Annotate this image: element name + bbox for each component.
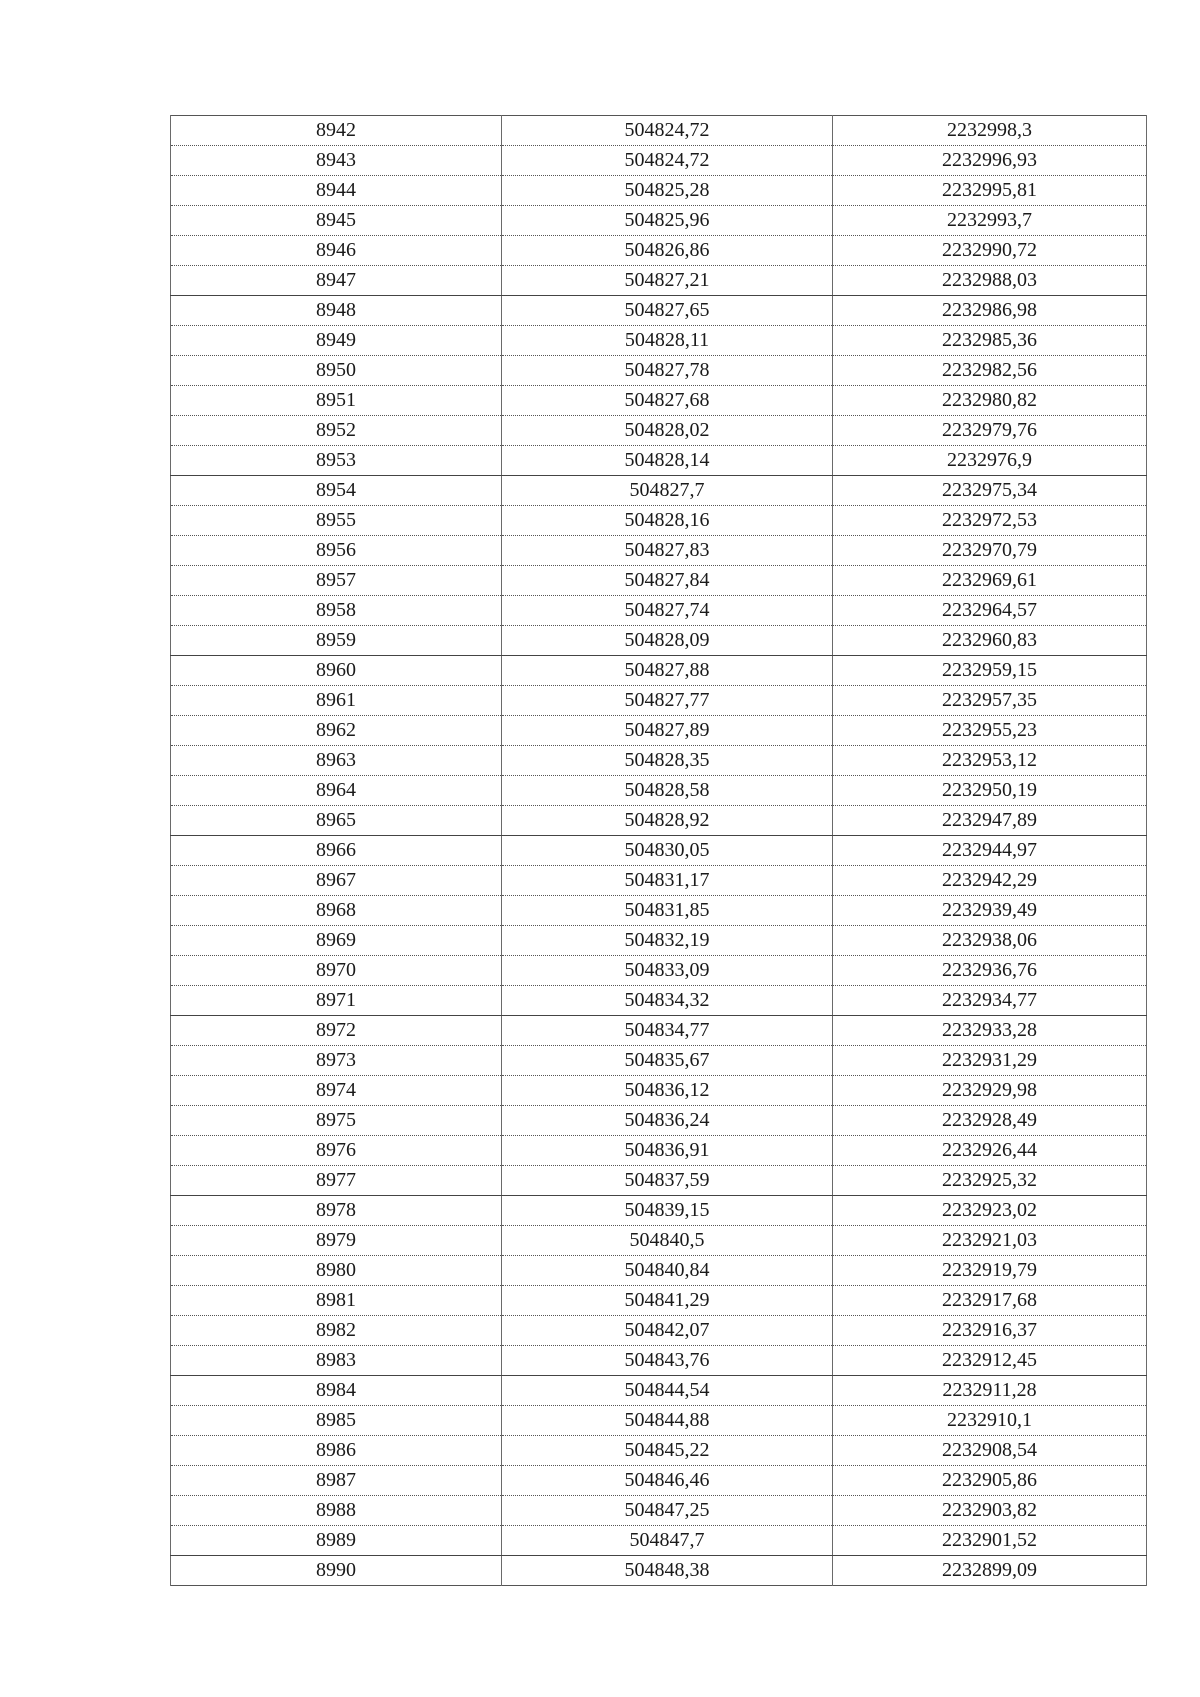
y-coordinate-cell: 2232938,06 [833,926,1147,956]
point-number-cell: 8972 [171,1016,502,1046]
table-row [171,596,1147,626]
coordinates-table-body [171,116,1147,1586]
y-coordinate-cell: 2232990,72 [833,236,1147,266]
point-number-cell: 8986 [171,1436,502,1466]
table-row [171,1526,1147,1556]
x-coordinate-cell: 504846,46 [502,1466,833,1496]
x-coordinate-cell: 504827,65 [502,296,833,326]
x-coordinate-cell: 504845,22 [502,1436,833,1466]
y-coordinate-cell: 2232905,86 [833,1466,1147,1496]
table-row [171,416,1147,446]
x-coordinate-cell: 504828,92 [502,806,833,836]
table-row [171,836,1147,866]
table-row [171,446,1147,476]
point-number-cell: 8962 [171,716,502,746]
table-row [171,776,1147,806]
x-coordinate-cell: 504828,58 [502,776,833,806]
x-coordinate-cell: 504836,24 [502,1106,833,1136]
table-row [171,206,1147,236]
x-coordinate-cell: 504848,38 [502,1556,833,1586]
table-row [171,146,1147,176]
y-coordinate-cell: 2232976,9 [833,446,1147,476]
table-row [171,746,1147,776]
point-number-cell: 8964 [171,776,502,806]
y-coordinate-cell: 2232980,82 [833,386,1147,416]
table-row [171,1466,1147,1496]
y-coordinate-cell: 2232936,76 [833,956,1147,986]
y-coordinate-cell: 2232931,29 [833,1046,1147,1076]
point-number-cell: 8968 [171,896,502,926]
y-coordinate-cell: 2232947,89 [833,806,1147,836]
point-number-cell: 8981 [171,1286,502,1316]
point-number-cell: 8969 [171,926,502,956]
y-coordinate-cell: 2232944,97 [833,836,1147,866]
y-coordinate-cell: 2232955,23 [833,716,1147,746]
x-coordinate-cell: 504827,21 [502,266,833,296]
table-row [171,116,1147,146]
x-coordinate-cell: 504828,14 [502,446,833,476]
y-coordinate-cell: 2232975,34 [833,476,1147,506]
point-number-cell: 8943 [171,146,502,176]
x-coordinate-cell: 504847,25 [502,1496,833,1526]
y-coordinate-cell: 2232959,15 [833,656,1147,686]
y-coordinate-cell: 2232910,1 [833,1406,1147,1436]
table-row [171,506,1147,536]
point-number-cell: 8950 [171,356,502,386]
y-coordinate-cell: 2232953,12 [833,746,1147,776]
y-coordinate-cell: 2232929,98 [833,1076,1147,1106]
point-number-cell: 8958 [171,596,502,626]
table-row [171,1136,1147,1166]
x-coordinate-cell: 504833,09 [502,956,833,986]
x-coordinate-cell: 504828,16 [502,506,833,536]
table-row [171,1256,1147,1286]
point-number-cell: 8948 [171,296,502,326]
y-coordinate-cell: 2232912,45 [833,1346,1147,1376]
x-coordinate-cell: 504834,77 [502,1016,833,1046]
point-number-cell: 8946 [171,236,502,266]
table-row [171,1016,1147,1046]
table-row [171,1406,1147,1436]
x-coordinate-cell: 504836,12 [502,1076,833,1106]
x-coordinate-cell: 504827,89 [502,716,833,746]
point-number-cell: 8980 [171,1256,502,1286]
point-number-cell: 8973 [171,1046,502,1076]
x-coordinate-cell: 504837,59 [502,1166,833,1196]
x-coordinate-cell: 504834,32 [502,986,833,1016]
coordinates-table [170,115,1147,1586]
point-number-cell: 8987 [171,1466,502,1496]
y-coordinate-cell: 2232901,52 [833,1526,1147,1556]
y-coordinate-cell: 2232964,57 [833,596,1147,626]
point-number-cell: 8983 [171,1346,502,1376]
x-coordinate-cell: 504832,19 [502,926,833,956]
point-number-cell: 8978 [171,1196,502,1226]
table-row [171,956,1147,986]
point-number-cell: 8988 [171,1496,502,1526]
point-number-cell: 8967 [171,866,502,896]
x-coordinate-cell: 504828,09 [502,626,833,656]
point-number-cell: 8990 [171,1556,502,1586]
table-row [171,1286,1147,1316]
point-number-cell: 8953 [171,446,502,476]
x-coordinate-cell: 504836,91 [502,1136,833,1166]
table-row [171,986,1147,1016]
x-coordinate-cell: 504827,68 [502,386,833,416]
x-coordinate-cell: 504842,07 [502,1316,833,1346]
x-coordinate-cell: 504831,85 [502,896,833,926]
y-coordinate-cell: 2232988,03 [833,266,1147,296]
x-coordinate-cell: 504825,96 [502,206,833,236]
table-row [171,1436,1147,1466]
y-coordinate-cell: 2232979,76 [833,416,1147,446]
y-coordinate-cell: 2232928,49 [833,1106,1147,1136]
y-coordinate-cell: 2232923,02 [833,1196,1147,1226]
point-number-cell: 8966 [171,836,502,866]
y-coordinate-cell: 2232908,54 [833,1436,1147,1466]
y-coordinate-cell: 2232919,79 [833,1256,1147,1286]
x-coordinate-cell: 504828,11 [502,326,833,356]
point-number-cell: 8975 [171,1106,502,1136]
table-row [171,1556,1147,1586]
y-coordinate-cell: 2232985,36 [833,326,1147,356]
table-row [171,1076,1147,1106]
point-number-cell: 8954 [171,476,502,506]
table-row [171,716,1147,746]
table-row [171,326,1147,356]
point-number-cell: 8976 [171,1136,502,1166]
point-number-cell: 8977 [171,1166,502,1196]
point-number-cell: 8952 [171,416,502,446]
table-row [171,656,1147,686]
x-coordinate-cell: 504835,67 [502,1046,833,1076]
point-number-cell: 8971 [171,986,502,1016]
point-number-cell: 8955 [171,506,502,536]
x-coordinate-cell: 504827,88 [502,656,833,686]
y-coordinate-cell: 2232925,32 [833,1166,1147,1196]
table-row [171,1046,1147,1076]
table-row [171,566,1147,596]
y-coordinate-cell: 2232911,28 [833,1376,1147,1406]
table-row [171,1106,1147,1136]
y-coordinate-cell: 2232995,81 [833,176,1147,206]
point-number-cell: 8984 [171,1376,502,1406]
x-coordinate-cell: 504840,5 [502,1226,833,1256]
x-coordinate-cell: 504827,74 [502,596,833,626]
y-coordinate-cell: 2232917,68 [833,1286,1147,1316]
x-coordinate-cell: 504827,77 [502,686,833,716]
point-number-cell: 8947 [171,266,502,296]
x-coordinate-cell: 504847,7 [502,1526,833,1556]
point-number-cell: 8985 [171,1406,502,1436]
point-number-cell: 8956 [171,536,502,566]
point-number-cell: 8957 [171,566,502,596]
table-row [171,1346,1147,1376]
x-coordinate-cell: 504844,54 [502,1376,833,1406]
point-number-cell: 8960 [171,656,502,686]
point-number-cell: 8949 [171,326,502,356]
table-row [171,296,1147,326]
y-coordinate-cell: 2232993,7 [833,206,1147,236]
y-coordinate-cell: 2232986,98 [833,296,1147,326]
y-coordinate-cell: 2232939,49 [833,896,1147,926]
point-number-cell: 8963 [171,746,502,776]
point-number-cell: 8942 [171,116,502,146]
x-coordinate-cell: 504830,05 [502,836,833,866]
table-row [171,236,1147,266]
x-coordinate-cell: 504843,76 [502,1346,833,1376]
y-coordinate-cell: 2232996,93 [833,146,1147,176]
y-coordinate-cell: 2232916,37 [833,1316,1147,1346]
table-row [171,386,1147,416]
x-coordinate-cell: 504824,72 [502,116,833,146]
table-row [171,626,1147,656]
y-coordinate-cell: 2232998,3 [833,116,1147,146]
x-coordinate-cell: 504841,29 [502,1286,833,1316]
table-row [171,356,1147,386]
table-row [171,176,1147,206]
point-number-cell: 8961 [171,686,502,716]
table-row [171,1496,1147,1526]
table-row [171,1226,1147,1256]
x-coordinate-cell: 504827,84 [502,566,833,596]
table-row [171,1166,1147,1196]
y-coordinate-cell: 2232960,83 [833,626,1147,656]
x-coordinate-cell: 504831,17 [502,866,833,896]
y-coordinate-cell: 2232970,79 [833,536,1147,566]
y-coordinate-cell: 2232950,19 [833,776,1147,806]
point-number-cell: 8951 [171,386,502,416]
table-row [171,896,1147,926]
x-coordinate-cell: 504840,84 [502,1256,833,1286]
table-row [171,536,1147,566]
table-row [171,1196,1147,1226]
y-coordinate-cell: 2232921,03 [833,1226,1147,1256]
point-number-cell: 8970 [171,956,502,986]
point-number-cell: 8974 [171,1076,502,1106]
x-coordinate-cell: 504827,7 [502,476,833,506]
x-coordinate-cell: 504828,35 [502,746,833,776]
point-number-cell: 8965 [171,806,502,836]
y-coordinate-cell: 2232926,44 [833,1136,1147,1166]
table-row [171,686,1147,716]
y-coordinate-cell: 2232903,82 [833,1496,1147,1526]
point-number-cell: 8945 [171,206,502,236]
y-coordinate-cell: 2232969,61 [833,566,1147,596]
table-row [171,1316,1147,1346]
y-coordinate-cell: 2232899,09 [833,1556,1147,1586]
table-row [171,266,1147,296]
point-number-cell: 8944 [171,176,502,206]
x-coordinate-cell: 504839,15 [502,1196,833,1226]
point-number-cell: 8979 [171,1226,502,1256]
point-number-cell: 8982 [171,1316,502,1346]
y-coordinate-cell: 2232982,56 [833,356,1147,386]
y-coordinate-cell: 2232957,35 [833,686,1147,716]
x-coordinate-cell: 504844,88 [502,1406,833,1436]
y-coordinate-cell: 2232942,29 [833,866,1147,896]
table-row [171,866,1147,896]
point-number-cell: 8959 [171,626,502,656]
x-coordinate-cell: 504825,28 [502,176,833,206]
table-row [171,1376,1147,1406]
y-coordinate-cell: 2232972,53 [833,506,1147,536]
point-number-cell: 8989 [171,1526,502,1556]
table-row [171,926,1147,956]
x-coordinate-cell: 504828,02 [502,416,833,446]
x-coordinate-cell: 504827,78 [502,356,833,386]
y-coordinate-cell: 2232933,28 [833,1016,1147,1046]
table-row [171,806,1147,836]
table-row [171,476,1147,506]
x-coordinate-cell: 504824,72 [502,146,833,176]
x-coordinate-cell: 504827,83 [502,536,833,566]
y-coordinate-cell: 2232934,77 [833,986,1147,1016]
x-coordinate-cell: 504826,86 [502,236,833,266]
